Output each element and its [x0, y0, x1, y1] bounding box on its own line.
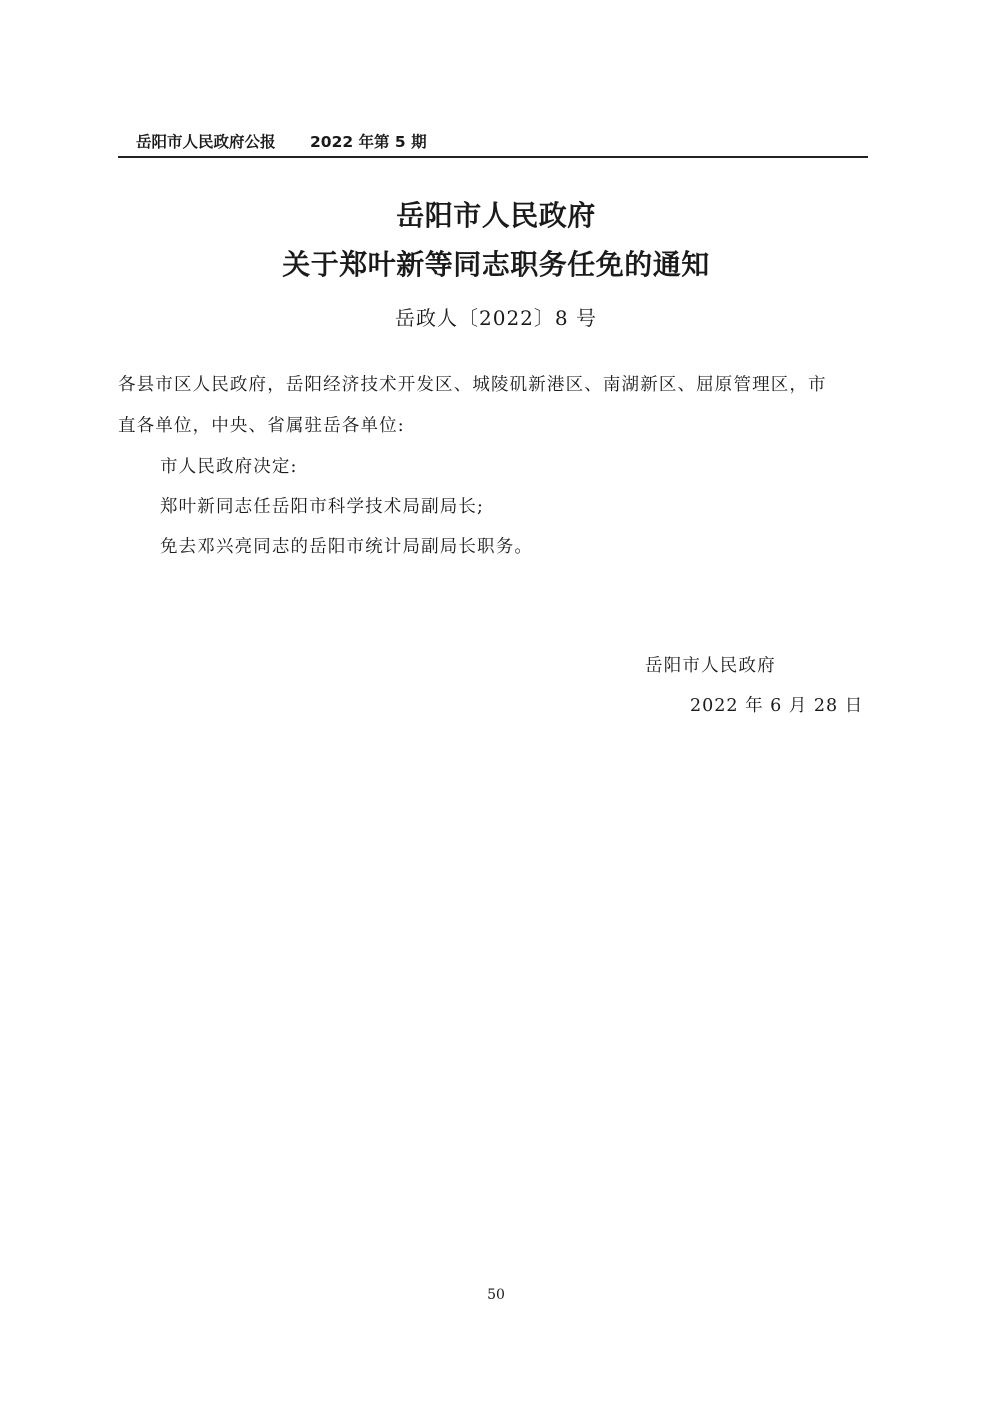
document-title-line-1: 岳阳市人民政府	[396, 199, 596, 232]
gazette-name: 岳阳市人民政府公报	[136, 133, 276, 151]
document-number: 岳政人〔2022〕8 号	[395, 306, 597, 330]
page-number: 50	[487, 1287, 505, 1303]
signer: 岳阳市人民政府	[645, 656, 776, 676]
body-paragraph: 郑叶新同志任岳阳市科学技术局副局长;	[160, 497, 485, 517]
addressee-line: 各县市区人民政府，岳阳经济技术开发区、城陵矶新港区、南湖新区、屈原管理区，市	[118, 375, 827, 395]
page-header	[118, 128, 868, 158]
signature-date: 2022 年 6 月 28 日	[690, 696, 864, 716]
issue-number: 2022 年第 5 期	[310, 133, 427, 151]
body-paragraph: 免去邓兴亮同志的岳阳市统计局副局长职务。	[160, 537, 533, 557]
addressee-line: 直各单位，中央、省属驻岳各单位:	[118, 416, 405, 436]
body-paragraph: 市人民政府决定:	[160, 457, 298, 477]
document-title-line-2: 关于郑叶新等同志职务任免的通知	[282, 248, 710, 281]
